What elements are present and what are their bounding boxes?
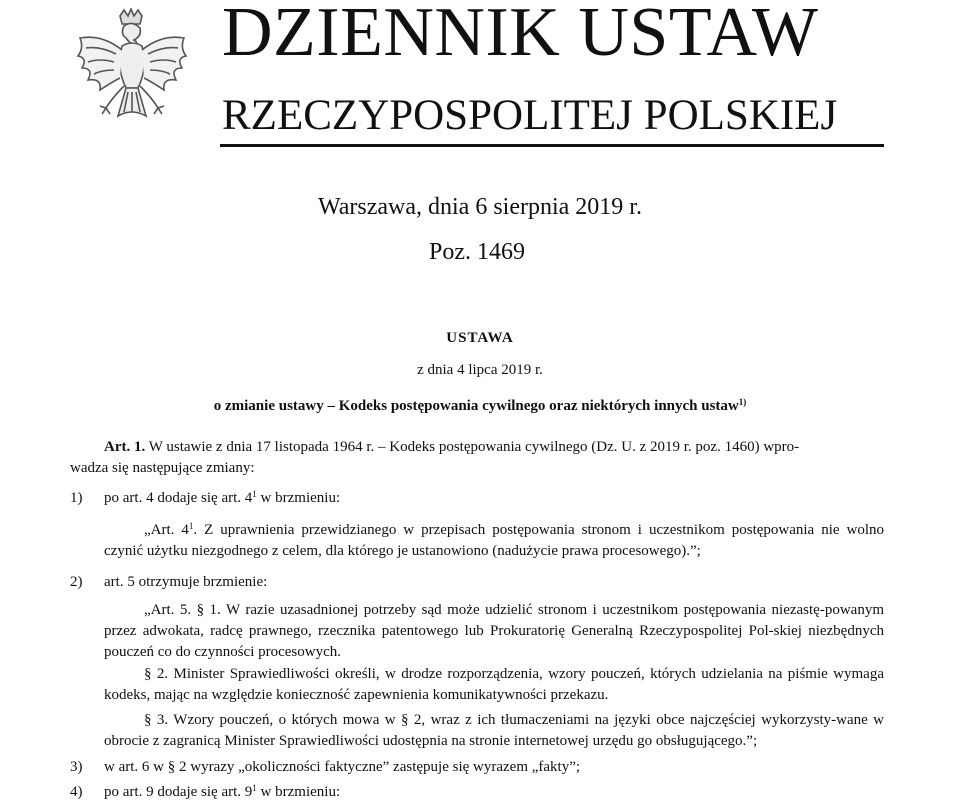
art1-text-line1: W ustawie z dnia 17 listopada 1964 r. – Kodeks postępowania cywilnego (Dz. U. z 2019 r. poz. 1460) wpro-: [145, 439, 800, 455]
masthead-title: DZIENNIK USTAW: [222, 0, 819, 71]
item-2-para-1: „Art. 5. § 1. W razie uzasadnionej potrzeby sąd może udzielić stronom i uczestnikom postępowania niezastę-powanym przez adwokata, radcę prawnego, rzecznika patentowego lub Prokuratorię Generalną Rzeczypospolitej Pol-skiej niezbędnych pouczeń co do czynności procesowych.: [104, 602, 884, 660]
polish-eagle-emblem-icon: [72, 8, 190, 136]
item-4-intro-pre: po art. 9 dodaje się art. 9: [104, 784, 253, 800]
item-2-para-3: § 3. Wzory pouczeń, o których mowa w § 2, wraz z ich tłumaczeniami na języki obce najczęściej wykorzysty-wane w obrocie z zagranicą Minister Sprawiedliwości udostępnia na stronie internetowej urzędu go obsługującego.”;: [104, 712, 884, 749]
item-1-intro-post: w brzmieniu:: [256, 490, 341, 506]
act-title: [0, 398, 960, 415]
act-type: USTAWA: [446, 330, 514, 346]
item-1-quote: [104, 520, 884, 562]
art1-line2: wadza się następujące zmiany:: [70, 460, 255, 476]
item-3-intro: w art. 6 w § 2 wyrazy „okoliczności faktyczne” zastępuje się wyrazem „fakty”;: [104, 759, 581, 775]
act-title-text: o zmianie ustawy – Kodeks postępowania cywilnego oraz niektórych innych ustaw: [213, 398, 739, 414]
item-2-number: 2): [70, 574, 83, 590]
item-4-intro-post: w brzmieniu:: [256, 784, 341, 800]
issue-date: Warszawa, dnia 6 sierpnia 2019 r.: [318, 194, 642, 220]
masthead-subtitle: RZECZYPOSPOLITEJ POLSKIEJ: [222, 92, 838, 139]
act-title-footnote[interactable]: 1): [738, 397, 747, 407]
item-4-number: 4): [70, 784, 83, 800]
art1-lead: Art. 1.: [104, 439, 146, 455]
item-1-quote-pre: „Art. 4: [144, 522, 189, 538]
item-1-quote-sup: 1: [188, 521, 194, 531]
item-1-number: 1): [70, 490, 83, 506]
act-date: z dnia 4 lipca 2019 r.: [417, 362, 543, 378]
item-4-intro-sup: 1: [252, 783, 257, 793]
masthead-rule: [220, 144, 884, 147]
position-number: Poz. 1469: [429, 239, 525, 265]
item-1-intro-sup: 1: [252, 489, 257, 499]
item-2-para-2: § 2. Minister Sprawiedliwości określi, w drodze rozporządzenia, wzory pouczeń, których udzielania na piśmie wymaga kodeks, mając na względzie konieczność zapewnienia komunikatywności przekazu.: [104, 666, 884, 703]
item-1-quote-post: . Z uprawnienia przewidzianego w przepisach postępowania stronom i uczestnikom postępowania nie wolno czynić użytku niezgodnego z celem, dla którego je ustanowiono (nadużycie prawa procesowego).”;: [104, 522, 884, 559]
item-4-intro: [104, 784, 340, 801]
item-1-intro-pre: po art. 4 dodaje się art. 4: [104, 490, 253, 506]
art1-line1: [104, 437, 904, 458]
item-2-intro: art. 5 otrzymuje brzmienie:: [104, 574, 268, 590]
item-3-number: 3): [70, 759, 83, 775]
item-1-intro: [104, 490, 340, 507]
